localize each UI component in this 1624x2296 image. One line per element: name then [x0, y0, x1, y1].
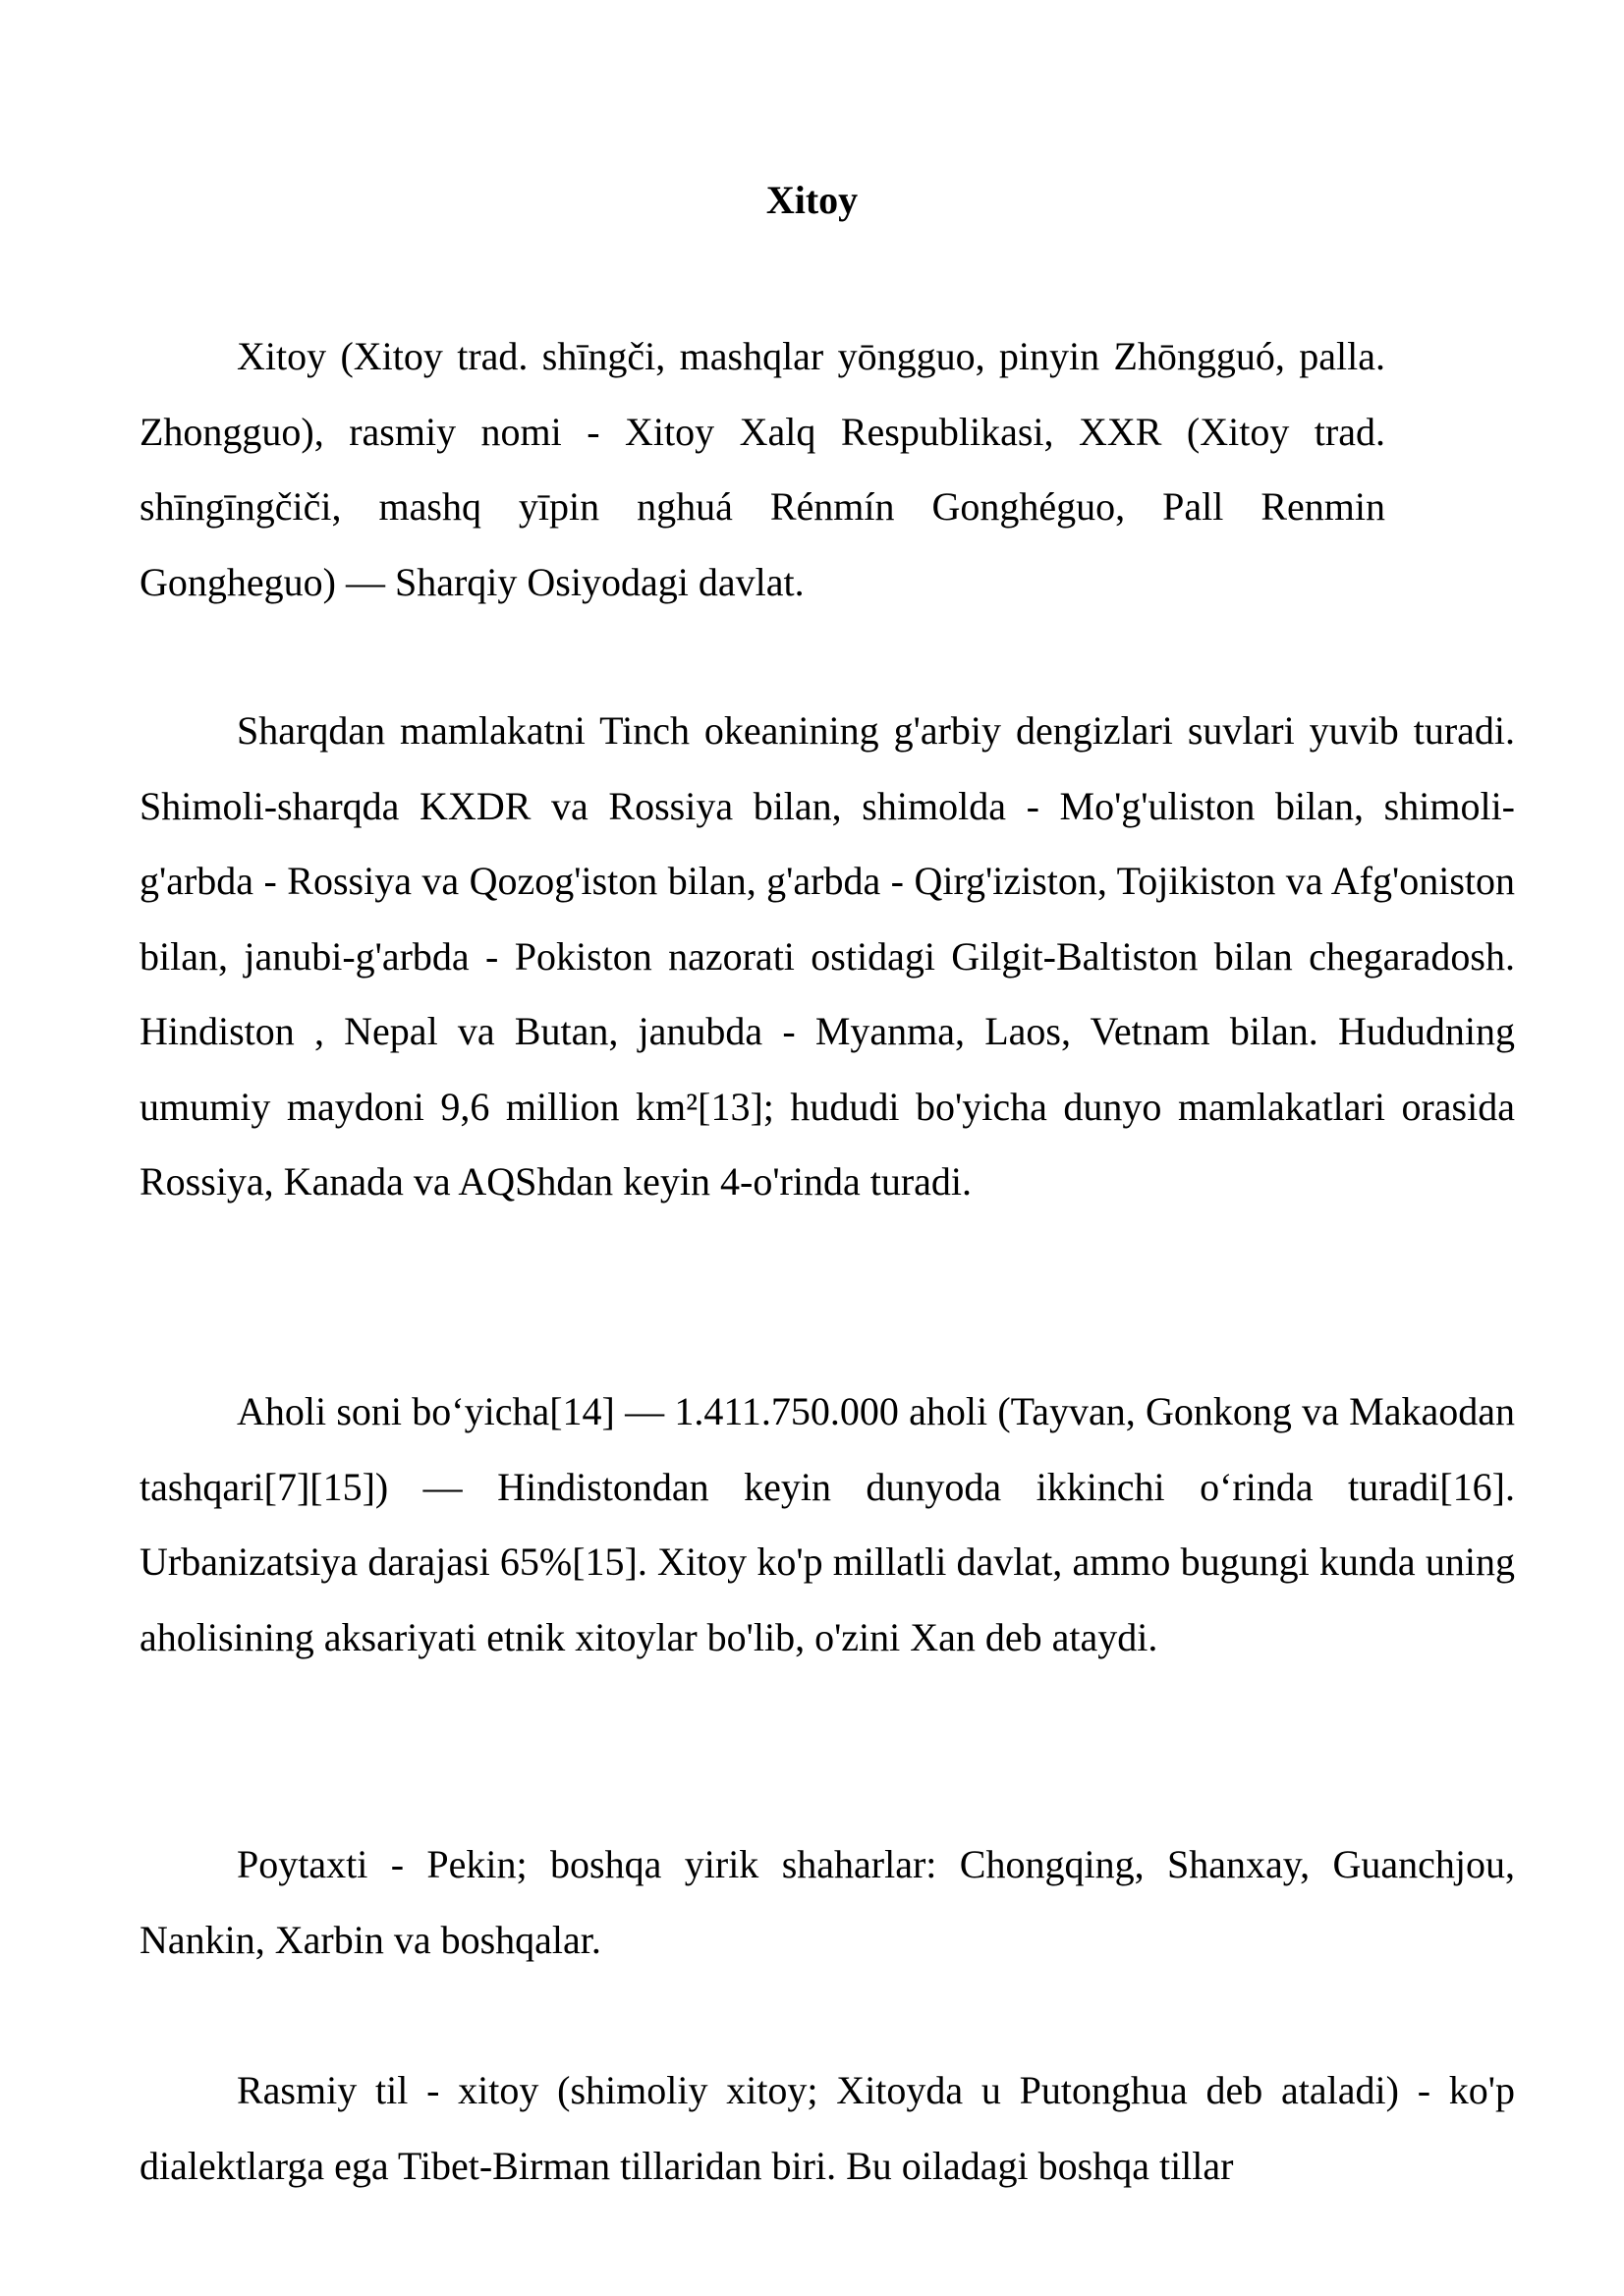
paragraph-intro: Xitoy (Xitoy trad. shīngči, mashqlar yōngguo, pinyin Zhōngguó, palla. Zhongguo), rasmiy nomi - Xitoy Xalq Respublikasi, XXR (Xitoy trad. shīngīngčiči, mashq yīpin nghuá Rénmín Gonghéguo, Pall Renmin Gongheguo) — Sharqiy Osiyodagi davlat.: [140, 334, 1385, 604]
paragraph-capital: Poytaxti - Pekin; boshqa yirik shaharlar: Chongqing, Shanxay, Guanchjou, Nankin, Xarbin va boshqalar.: [140, 1842, 1515, 1962]
paragraph-geography: Sharqdan mamlakatni Tinch okeanining g'arbiy dengizlari suvlari yuvib turadi. Shimoli-sharqda KXDR va Rossiya bilan, shimolda - Mo'g'uliston bilan, shimoli-g'arbda - Rossiya va Qozog'iston bilan, g'arbda - Qirg'iziston, Tojikiston va Afg'oniston bilan, janubi-g'arbda - Pokiston nazorati ostidagi Gilgit-Baltiston bilan chegaradosh. Hindiston , Nepal va Butan, janubda - Myanma, Laos, Vetnam bilan. Hududning umumiy maydoni 9,6 million km²[13]; hududi bo'yicha dunyo mamlakatlari orasida Rossiya, Kanada va AQShdan keyin 4-o'rinda turadi.: [140, 708, 1515, 1204]
paragraph-language: Rasmiy til - xitoy (shimoliy xitoy; Xitoyda u Putonghua deb ataladi) - ko'p dialektlarga ega Tibet-Birman tillaridan biri. Bu oiladagi boshqa tillar: [140, 2068, 1515, 2188]
document-title: Xitoy: [765, 178, 859, 222]
paragraph-population: Aholi soni bo‘yicha[14] — 1.411.750.000 aholi (Tayvan, Gonkong va Makaodan tashqari[7][15]) — Hindistondan keyin dunyoda ikkinchi o‘rinda turadi[16]. Urbanizatsiya darajasi 65%[15]. Xitoy ko'p millatli davlat, ammo bugungi kunda uning aholisining aksariyati etnik xitoylar bo'lib, o'zini Xan deb ataydi.: [140, 1389, 1515, 1659]
